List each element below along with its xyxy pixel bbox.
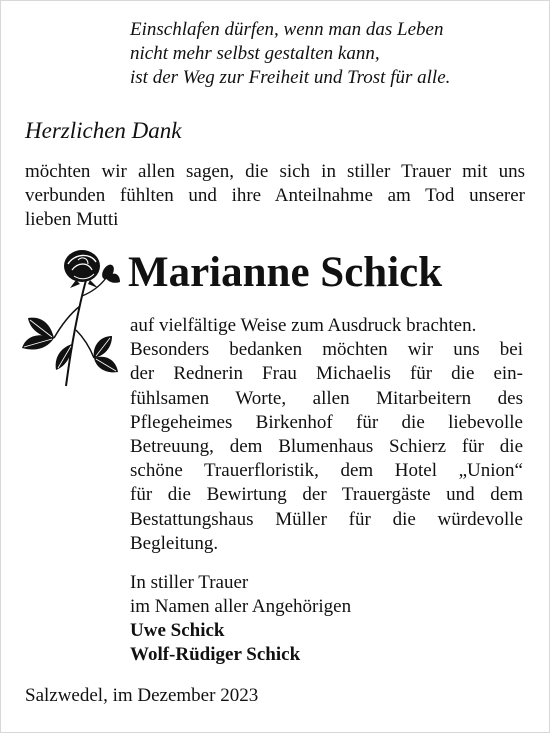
poem-line: Einschlafen dürfen, wenn man das Leben bbox=[130, 19, 444, 40]
poem-line: nicht mehr selbst gestalten kann, bbox=[130, 43, 380, 64]
body-line: Bestattungshaus Müller für die würdevolle bbox=[130, 508, 523, 530]
body-line: Betreuung, dem Blumenhaus Schierz für die bbox=[130, 436, 523, 458]
body-line: der Rednerin Frau Michaelis für die ein- bbox=[130, 363, 523, 385]
intro-line: möchten wir allen sagen, die sich in stiller Trauer mit uns bbox=[25, 161, 525, 182]
body-text bbox=[130, 314, 523, 556]
intro-line: verbunden fühlten und ihre Anteilnahme am Tod unserer bbox=[25, 185, 525, 206]
body-line: für die Bewirtung der Trauergäste und dem bbox=[130, 484, 523, 506]
signer-name: Uwe Schick bbox=[130, 620, 225, 641]
body-line: schöne Trauerfloristik, dem Hotel „Union“ bbox=[130, 460, 523, 482]
signer-name: Wolf-Rüdiger Schick bbox=[130, 644, 301, 665]
poem-line: ist der Weg zur Freiheit und Trost für alle. bbox=[130, 67, 451, 88]
body-line: auf vielfältige Weise zum Ausdruck brachten. bbox=[130, 315, 477, 336]
closing-line: im Namen aller Angehörigen bbox=[130, 596, 352, 617]
place-date: Salzwedel, im Dezember 2023 bbox=[25, 685, 259, 706]
deceased-name: Marianne Schick bbox=[128, 249, 443, 296]
body-line: Begleitung. bbox=[130, 532, 219, 554]
body-line: Pflegeheimes Birkenhof für die liebevolle bbox=[130, 411, 523, 433]
body-line: Besonders bedanken möchten wir uns bei bbox=[130, 339, 523, 361]
closing-line: In stiller Trauer bbox=[130, 572, 249, 593]
closing-block bbox=[130, 571, 351, 667]
intro-line: lieben Mutti bbox=[25, 209, 119, 230]
body-line: fühlsamen Worte, allen Mitarbeitern des bbox=[130, 387, 523, 409]
intro-text bbox=[25, 160, 525, 232]
poem bbox=[130, 18, 450, 90]
thanks-heading: Herzlichen Dank bbox=[25, 118, 182, 143]
rose-icon bbox=[20, 240, 122, 388]
